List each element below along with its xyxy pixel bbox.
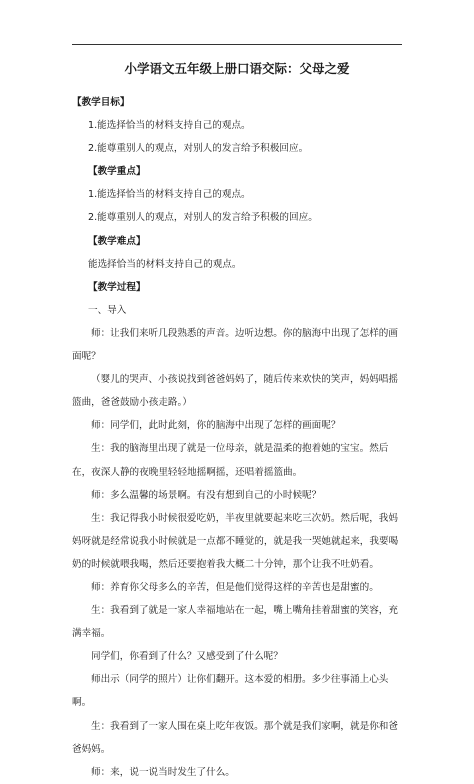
objective-item: 2.能尊重别人的观点，对别人的发言给予积极回应。 <box>88 143 309 155</box>
document-body <box>72 91 404 784</box>
dialogue-paragraph: 师：同学们，此时此刻，你的脑海中出现了怎样的画面呢？ <box>91 420 341 432</box>
process-heading: 【教学过程】 <box>88 281 146 293</box>
difficulties-heading: 【教学难点】 <box>88 235 146 247</box>
process-step: 一、导入 <box>88 304 127 316</box>
dialogue-paragraph: 生：我记得我小时候很爱吃奶，半夜里就要起来吃三次奶。然后呢，我妈妈呀就是经常说我小时候就是一点都不睡觉的，就是我一哭她就起来，我要喝奶的时候就喂我喝，然后还要抱着我大概二十分钟，那个让我不吐奶看。 <box>72 512 399 570</box>
dialogue-paragraph: 师：来，说一说当时发生了什么。 <box>91 766 235 778</box>
objectives-heading: 【教学目标】 <box>72 97 130 108</box>
objective-item: 1.能选择恰当的材料支持自己的观点。 <box>88 120 251 132</box>
key-point-item: 2.能尊重别人的观点，对别人的发言给予积极的回应。 <box>88 212 318 224</box>
document-title: 小学语文五年级上册口语交际：父母之爱 <box>124 61 350 76</box>
dialogue-paragraph: 生：我看到了就是一家人幸福地站在一起，嘴上嘴角挂着甜蜜的笑容，充满幸福。 <box>72 605 398 640</box>
header-rule <box>72 44 402 45</box>
dialogue-paragraph: 师：让我们来听几段熟悉的声音。边听边想。你的脑海中出现了怎样的画面呢？ <box>72 327 398 363</box>
stage-direction: （婴儿的哭声、小孩说找到爸爸妈妈了，随后传来欢快的笑声，妈妈唱摇篮曲，爸爸鼓励小孩走路。） <box>72 374 398 409</box>
dialogue-paragraph: 同学们，你看到了什么？又感受到了什么呢？ <box>91 651 283 663</box>
key-point-item: 1.能选择恰当的材料支持自己的观点。 <box>88 189 251 201</box>
key-points-heading: 【教学重点】 <box>88 166 146 178</box>
difficulty-text: 能选择恰当的材料支持自己的观点。 <box>88 258 242 270</box>
dialogue-paragraph: 师：养育你父母多么的辛苦，但是他们觉得这样的辛苦也是甜蜜的。 <box>91 581 379 593</box>
dialogue-paragraph: 生：我的脑海里出现了就是一位母亲，就是温柔的抱着她的宝宝。然后在，夜深人静的夜晚里轻轻地摇啊摇，还唱着摇篮曲。 <box>72 443 389 478</box>
dialogue-paragraph: 生：我看到了一家人围在桌上吃年夜饭。那个就是我们家啊，就是你和爸爸妈妈。 <box>72 720 398 755</box>
dialogue-paragraph: 师：多么温馨的场景啊。有没有想到自己的小时候呢？ <box>91 489 322 501</box>
dialogue-paragraph: 师出示（同学的照片）让你们翻开。这本爱的相册。多少往事涌上心头啊。 <box>72 674 389 709</box>
